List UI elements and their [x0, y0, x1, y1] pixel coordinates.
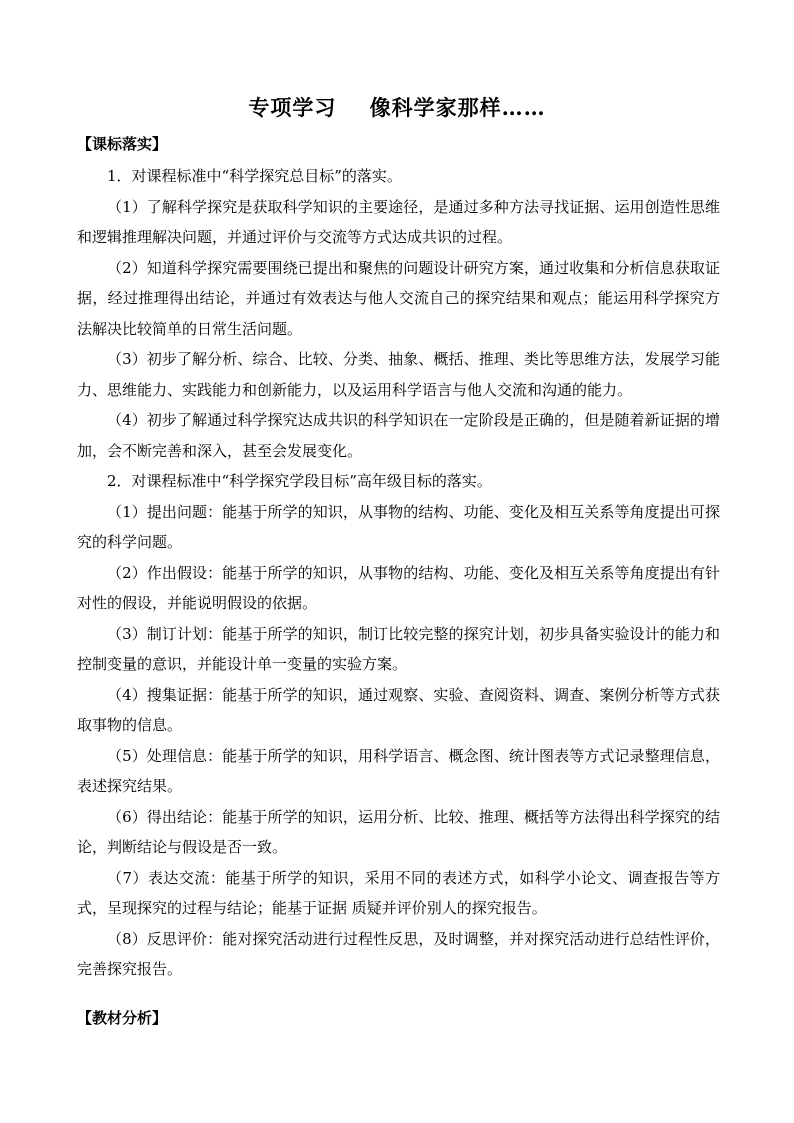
paragraph: （3）初步了解分析、综合、比较、分类、抽象、概括、推理、类比等思维方法，发展学习能力、思维能力、实践能力和创新能力，以及运用科学语言与他人交流和沟通的能力。: [77, 350, 720, 399]
paragraph: 2．对课程标准中“科学探究学段目标”高年级目标的落实。: [107, 472, 492, 490]
paragraph: （1）了解科学探究是获取科学知识的主要途径，是通过多种方法寻找证据、运用创造性思维和逻辑推理解决问题，并通过评价与交流等方式达成共识的过程。: [77, 197, 720, 246]
paragraph: （5）处理信息：能基于所学的知识，用科学语言、概念图、统计图表等方式记录整理信息，表述探究结果。: [77, 746, 720, 795]
paragraph: （2）知道科学探究需要围绕已提出和聚焦的问题设计研究方案，通过收集和分析信息获取证据，经过推理得出结论，并通过有效表达与他人交流自己的探究结果和观点；能运用科学探究方法解决比较简单的日常生活问题。: [77, 258, 720, 338]
paragraph: （7）表达交流：能基于所学的知识，采用不同的表述方式，如科学小论文、调查报告等方式，呈现探究的过程与结论；能基于证据 质疑并评价别人的探究报告。: [77, 868, 720, 917]
paragraph: （6）得出结论：能基于所学的知识，运用分析、比较、推理、概括等方法得出科学探究的结论，判断结论与假设是否一致。: [77, 807, 720, 856]
paragraph: （2）作出假设：能基于所学的知识，从事物的结构、功能、变化及相互关系等角度提出有针对性的假设，并能说明假设的依据。: [77, 563, 720, 612]
paragraph: （8）反思评价：能对探究活动进行过程性反思，及时调整，并对探究活动进行总结性评价，完善探究报告。: [77, 929, 720, 978]
paragraph: （4）初步了解通过科学探究达成共识的科学知识在一定阶段是正确的，但是随着新证据的增加，会不断完善和深入，甚至会发展变化。: [77, 411, 720, 460]
body-text: [77, 161, 720, 985]
paragraph: （3）制订计划：能基于所学的知识，制订比较完整的探究计划，初步具备实验设计的能力和控制变量的意识，并能设计单一变量的实验方案。: [77, 624, 720, 673]
page-title: 专项学习 像科学家那样……: [248, 95, 546, 120]
section-heading-curriculum: 【课标落实】: [77, 135, 168, 153]
section-heading-textbook: 【教材分析】: [77, 1009, 168, 1027]
paragraph: （4）搜集证据：能基于所学的知识，通过观察、实验、查阅资料、调查、案例分析等方式获取事物的信息。: [77, 685, 720, 734]
paragraph: （1）提出问题：能基于所学的知识，从事物的结构、功能、变化及相互关系等角度提出可探究的科学问题。: [77, 502, 720, 551]
paragraph: 1．对课程标准中“科学探究总目标”的落实。: [107, 167, 402, 185]
